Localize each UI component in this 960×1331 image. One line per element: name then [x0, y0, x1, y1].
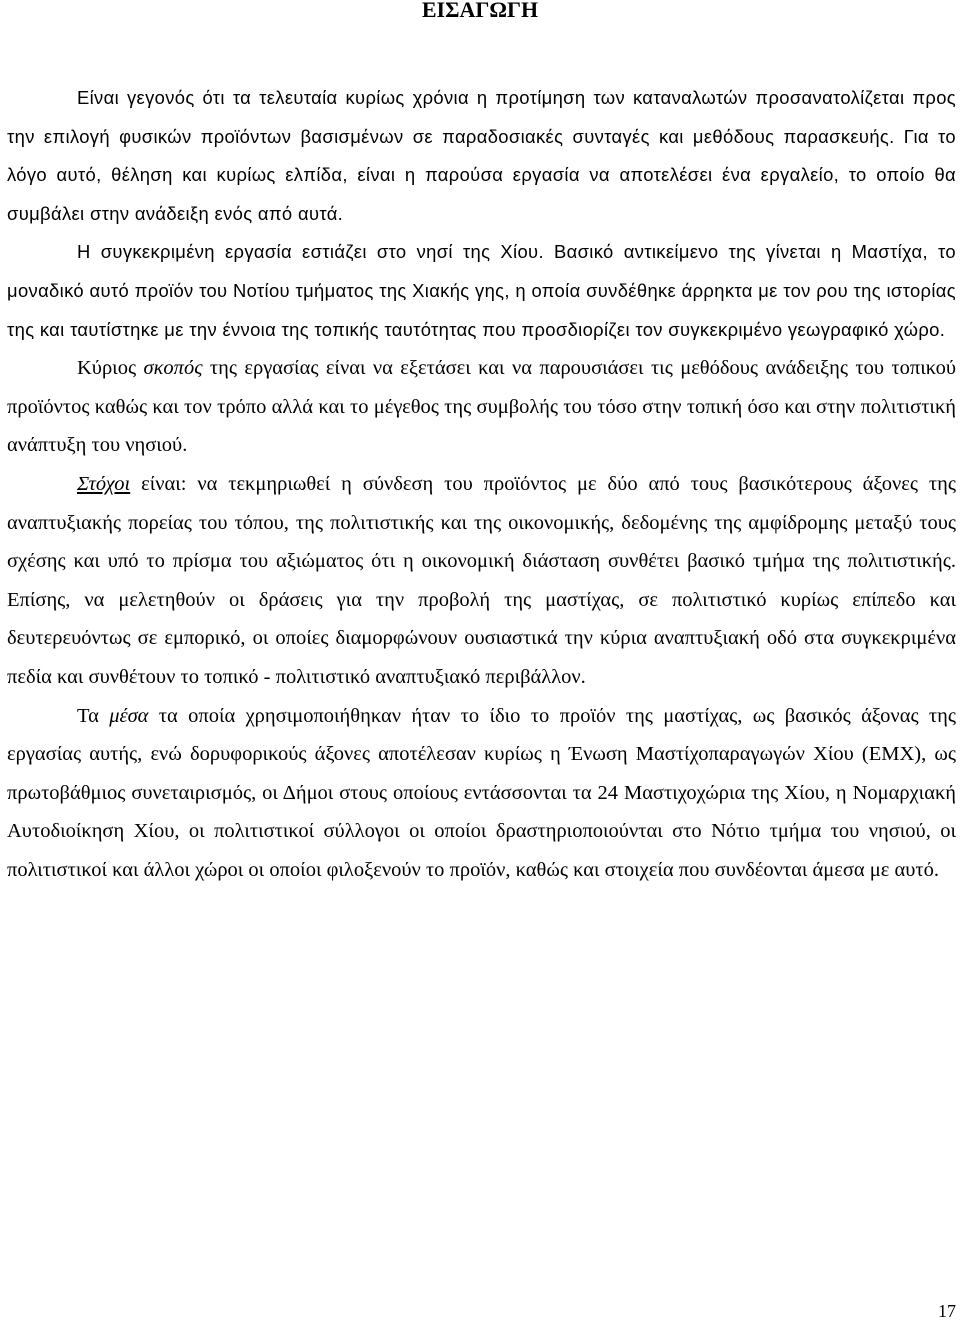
means-text: τα οποία χρησιμοποιήθηκαν ήταν το ίδιο το προϊόν της μαστίχας, ως βασικός άξονας της εργασίας αυτής, ενώ δορυφορικούς άξονες αποτέλεσαν κυρίως η Ένωση Μαστίχοπαραγωγών Χίου (ΕΜΧ), ως πρωτοβάθμιος συνεταιρισμός, οι Δήμοι στους οποίους εντάσσονται τα 24 Μαστιχοχώρια της Χίου, η Νομαρχιακή Αυτοδιοίκηση Χίου, οι πολιτιστικοί σύλλογοι οι οποίοι δραστηριοποιούνται στο Νότιο τμήμα του νησιού, οι πολιτιστικοί και άλλοι χώροι οι οποίοι φιλοξενούν το προϊόν, καθώς και στοιχεία που συνδέονται άμεσα με αυτό. — [7, 704, 956, 881]
paragraph-focus: Η συγκεκριμένη εργασία εστιάζει στο νησί της Χίου. Βασικό αντικείμενο της γίνεται η Μαστίχα, το μοναδικό αυτό προϊόν του Νοτίου τμήματος της Χιακής γης, η οποία συνδέθηκε άρρηκτα με τον ρου της ιστορίας της και ταυτίστηκε με την έννοια της τοπικής ταυτότητας που προσδιορίζει τον συγκεκριμένο γεωγραφικό χώρο. — [7, 241, 956, 340]
paragraph-purpose — [7, 349, 956, 465]
paragraph-intro: Είναι γεγονός ότι τα τελευταία κυρίως χρόνια η προτίμηση των καταναλωτών προσανατολίζεται προς την επιλογή φυσικών προϊόντων βασισμένων σε παραδοσιακές συνταγές και μεθόδους παρασκευής. Για το λόγο αυτό, θέληση και κυρίως ελπίδα, είναι η παρούσα εργασία να αποτελέσει ένα εργαλείο, το οποίο θα συμβάλει στην ανάδειξη ενός από αυτά. — [7, 87, 956, 224]
page-title: ΕΙΣΑΓΩΓΗ — [421, 0, 539, 22]
goals-text: είναι: να τεκμηριωθεί η σύνδεση του προϊόντος με δύο από τους βασικότερους άξονες της αναπτυξιακής πορείας του τόπου, της πολιτιστικής και της οικονομικής, δεδομένης της αμφίδρομης μεταξύ τους σχέσης και υπό το πρίσμα του αξιώματος ότι η οικονομική διάσταση συνθέτει βασικό τμήμα της πολιτιστικής. Επίσης, να μελετηθούν οι δράσεις για την προβολή της μαστίχας, σε πολιτιστικό κυρίως επίπεδο και δευτερευόντως σε εμπορικό, οι οποίες διαμορφώνουν ουσιαστικά την κύρια αναπτυξιακή οδό στα συγκεκριμένα πεδία και συνθέτουν το τοπικό - πολιτιστικό αναπτυξιακό περιβάλλον. — [7, 472, 956, 688]
purpose-text: της εργασίας είναι να εξετάσει και να παρουσιάσει τις μεθόδους ανάδειξης του τοπικού προϊόντος καθώς και τον τρόπο αλλά και το μέγεθος της συμβολής του τόσο στην τοπική όσο και στην πολιτιστική ανάπτυξη του νησιού. — [7, 357, 957, 457]
paragraph-goals — [7, 465, 956, 697]
means-keyword: μέσα — [109, 704, 149, 727]
paragraph-means — [7, 697, 956, 890]
purpose-lead-text: Κύριος — [77, 357, 144, 380]
means-lead-text: Τα — [77, 704, 110, 727]
page-number: 17 — [938, 1301, 956, 1321]
goals-keyword: Στόχοι — [77, 472, 131, 495]
document-body — [7, 79, 956, 889]
purpose-keyword: σκοπός — [143, 357, 203, 380]
